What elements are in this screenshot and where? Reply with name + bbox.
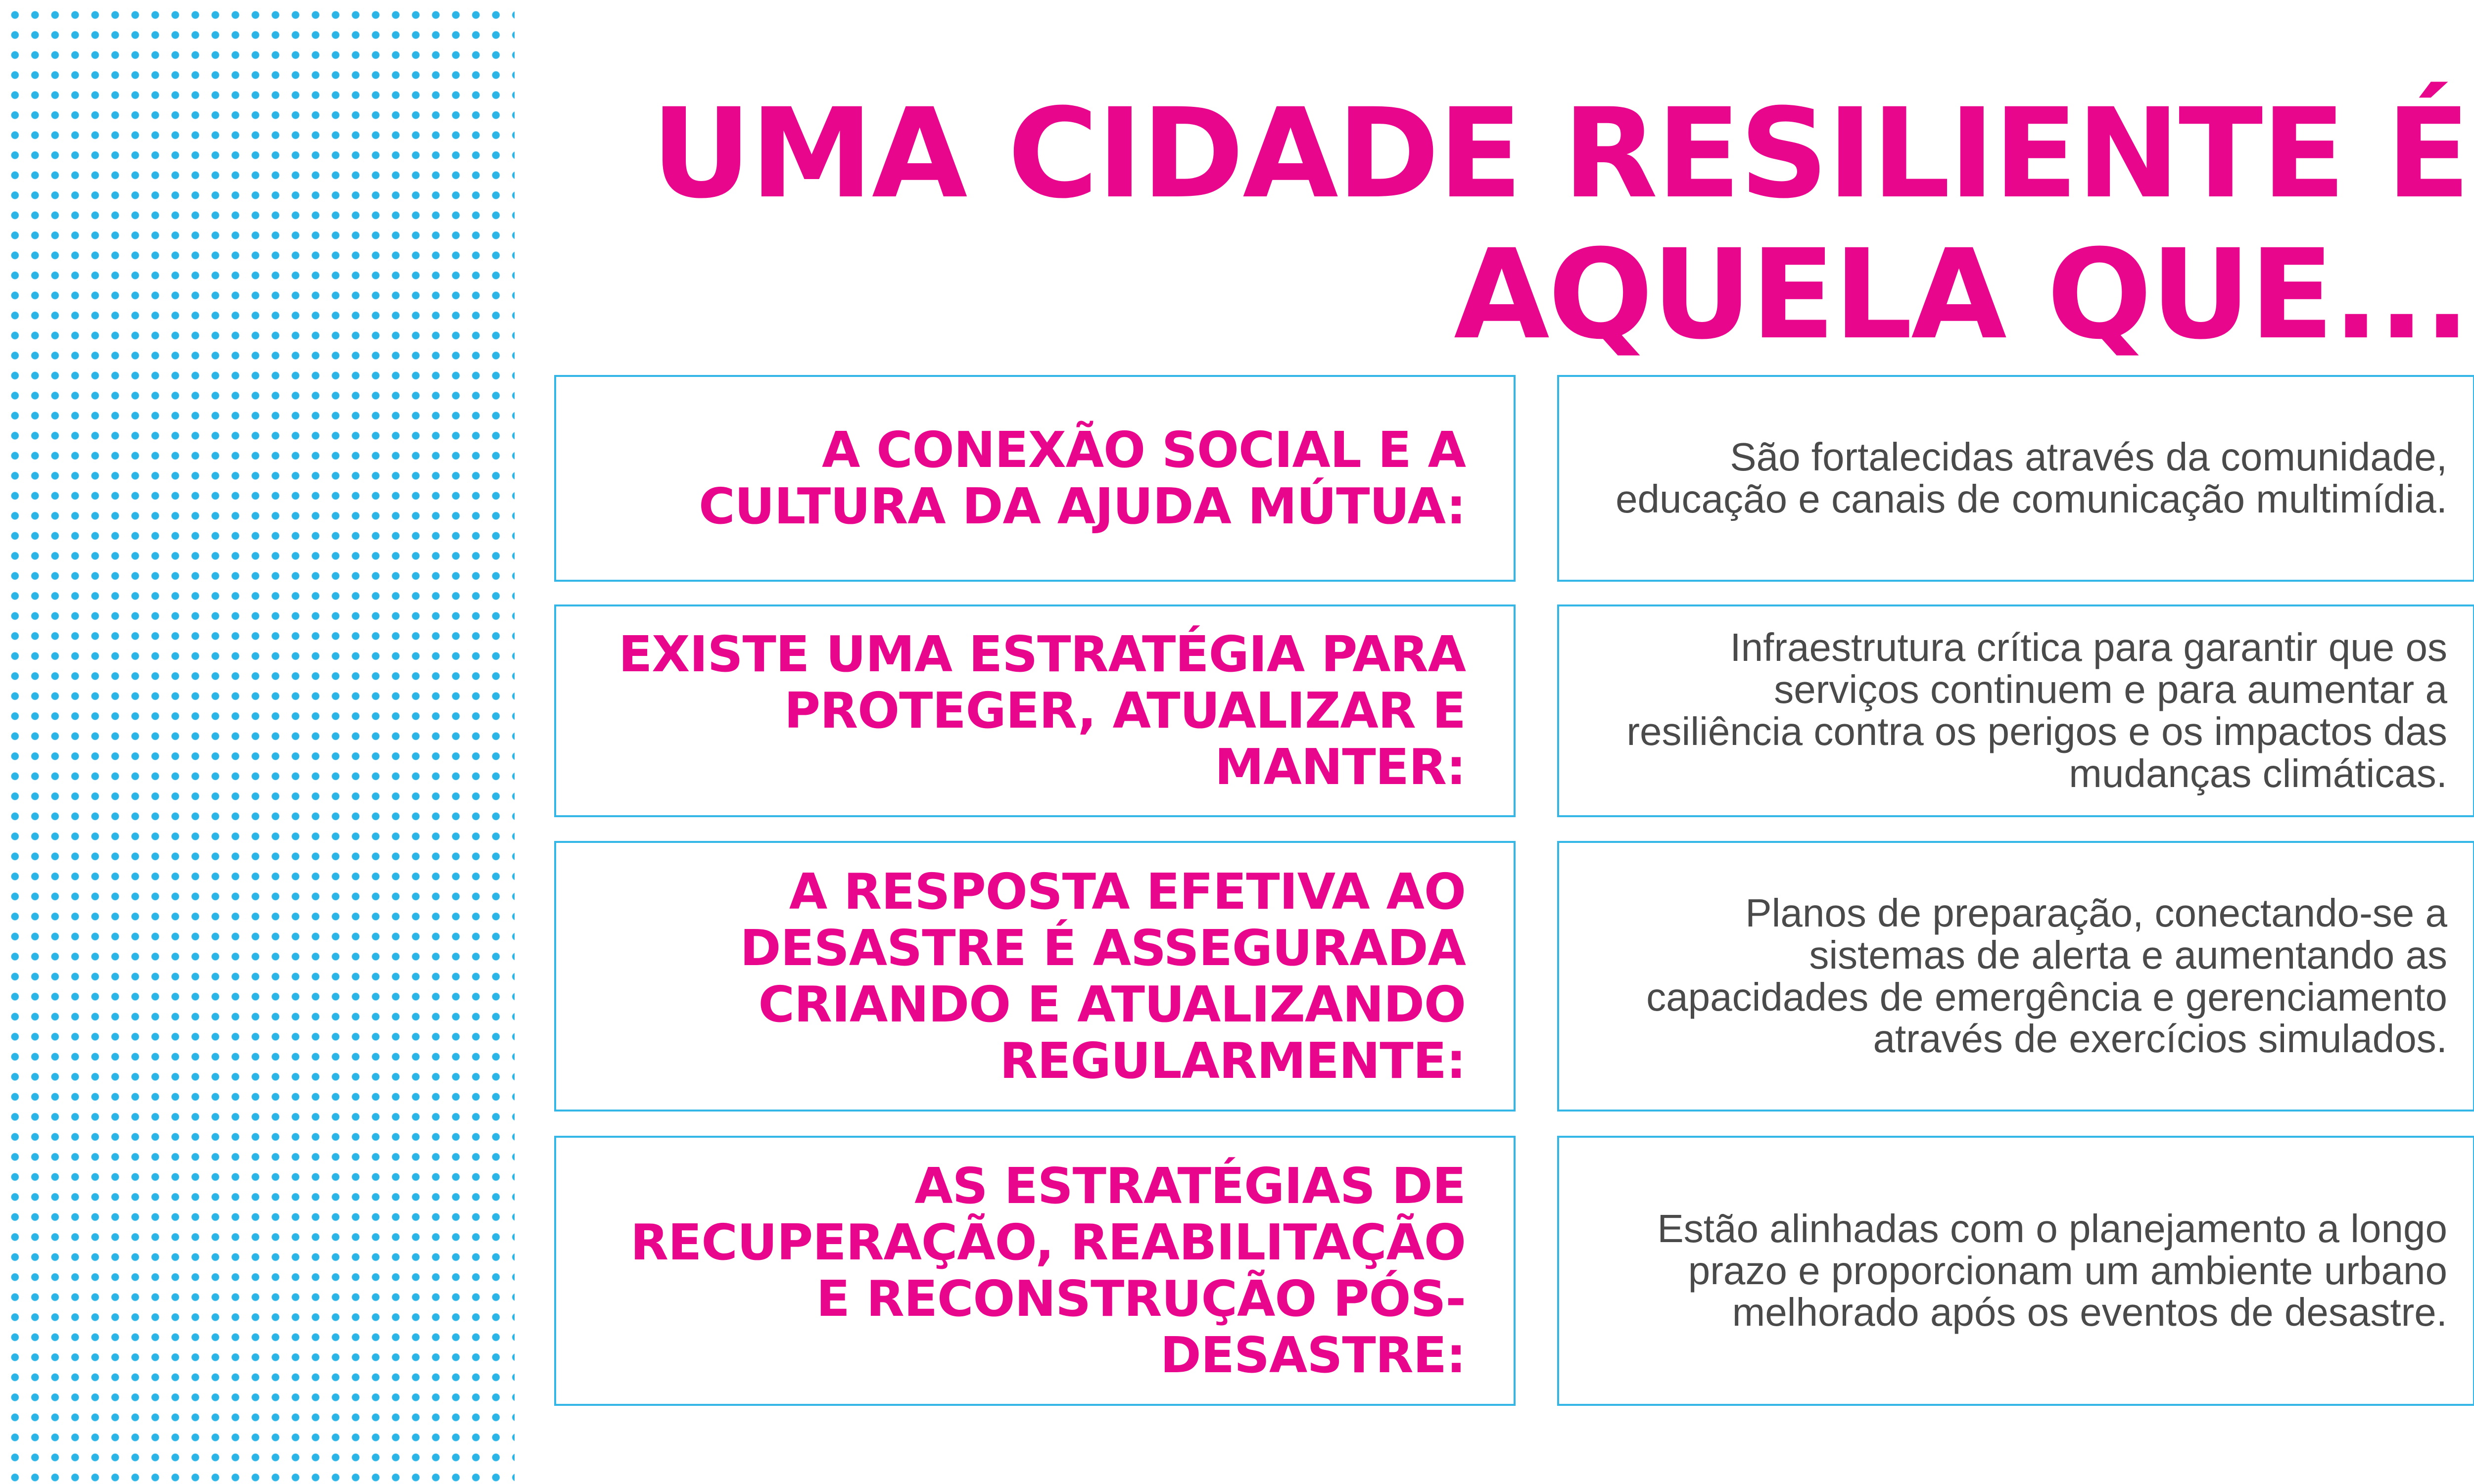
row-2-description: Infraestrutura crítica para garantir que os serviços continuem e para aumentar a resiliência contra os perigos e os impactos das mudanças climáticas. (1626, 625, 2447, 795)
row-2-description-box (1557, 604, 2474, 817)
row-4-label-box (554, 1136, 1516, 1406)
page-title: UMA CIDADE RESILIENTE É AQUELA QUE... (651, 82, 2469, 367)
dot-pattern-decoration (0, 0, 515, 1484)
row-1-description: São fortalecidas através da comunidade, educação e canais de comunicação multimídia. (1616, 435, 2447, 521)
row-3-label: A RESPOSTA EFETIVA AO DESASTRE É ASSEGURADA CRIANDO E ATUALIZANDO REGULARMENTE: (740, 862, 1466, 1090)
row-2-label: EXISTE UMA ESTRATÉGIA PARA PROTEGER, ATUALIZAR E MANTER: (618, 625, 1466, 796)
row-4-description: Estão alinhadas com o planejamento a longo prazo e proporcionam um ambiente urbano melhorado após os eventos de desastre. (1657, 1206, 2447, 1335)
row-2-label-box (554, 604, 1516, 817)
row-3-label-box (554, 841, 1516, 1112)
row-1-label-box (554, 375, 1516, 582)
row-1-description-box (1557, 375, 2474, 582)
row-3-description-box (1557, 841, 2474, 1112)
row-1-label: A CONEXÃO SOCIAL E A CULTURA DA AJUDA MÚTUA: (699, 421, 1466, 535)
row-3-description: Planos de preparação, conectando-se a sistemas de alerta e aumentando as capacidades de emergência e gerenciamento através de exercícios simulados. (1646, 890, 2447, 1061)
row-4-label: AS ESTRATÉGIAS DE RECUPERAÇÃO, REABILITAÇÃO E RECONSTRUÇÃO PÓS-DESASTRE: (630, 1157, 1466, 1384)
row-4-description-box (1557, 1136, 2474, 1406)
